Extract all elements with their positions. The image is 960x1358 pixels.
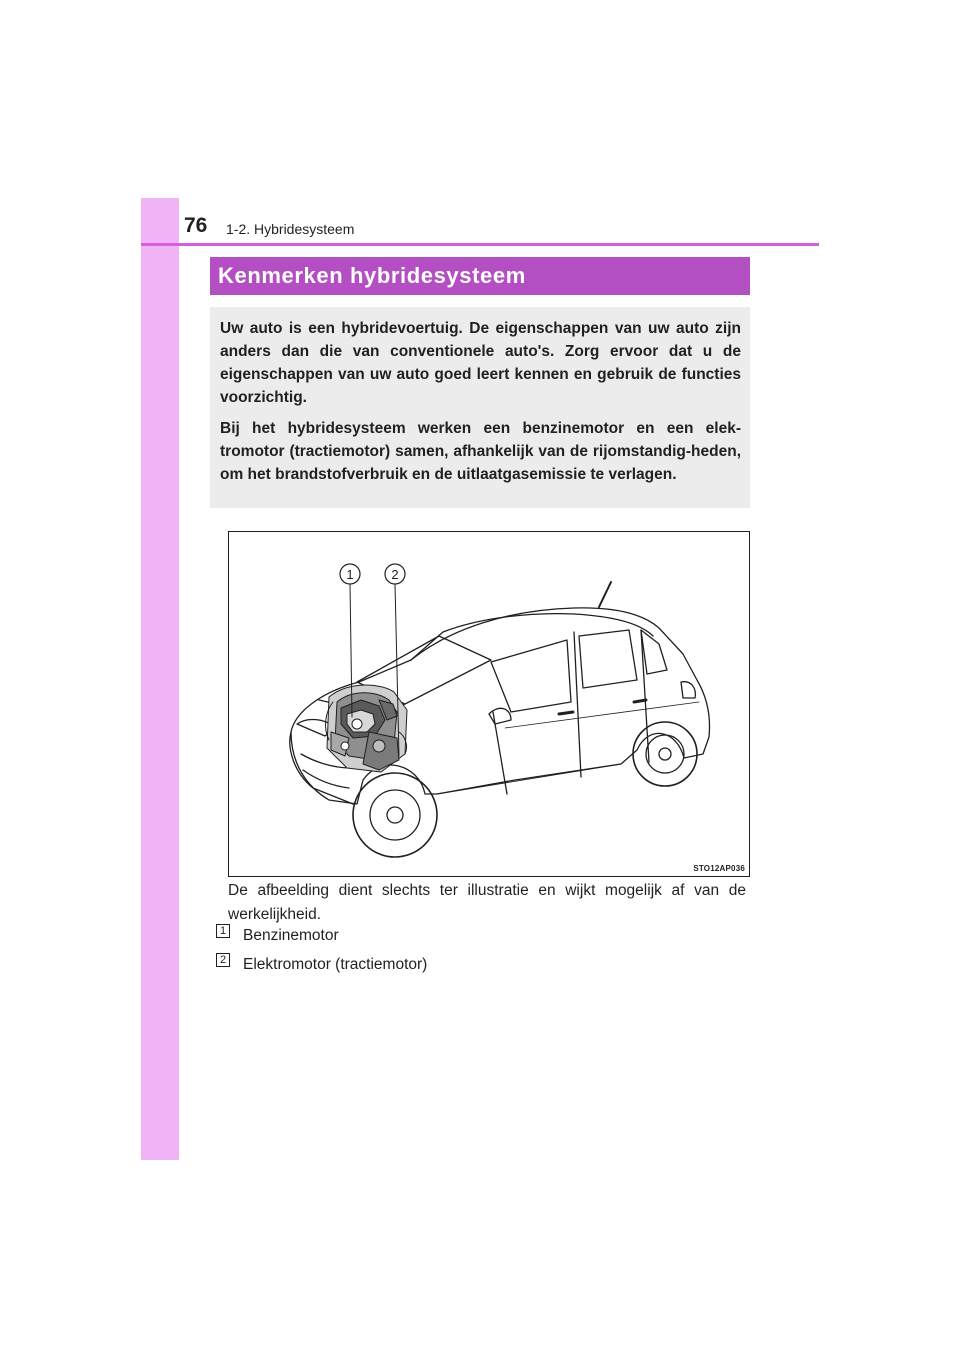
section-label: 1-2. Hybridesysteem: [226, 221, 355, 237]
callout-2: 2: [391, 567, 399, 582]
figure-caption: De afbeelding dient slechts ter illustratie en wijkt mogelijk af van de werkelijkheid.: [228, 882, 746, 923]
intro-paragraph: Bij het hybridesysteem werken een benzinemotor en een elek-tromotor (tractiemotor) samen, afhankelijk van de rijomstandig-heden, om het brandstofverbruik en de uitlaatgasemissie te verlagen.: [220, 420, 741, 483]
legend-number: 1: [216, 924, 230, 938]
intro-box: [210, 307, 750, 508]
callout-1: 1: [346, 567, 354, 582]
car-drawing: [229, 532, 750, 877]
header-rule: [141, 243, 819, 246]
section-title: Kenmerken hybridesysteem: [218, 263, 526, 288]
legend-label: Benzinemotor: [243, 927, 339, 944]
legend-number: 2: [216, 953, 230, 967]
intro-paragraph: Uw auto is een hybridevoertuig. De eigenschappen van uw auto zijn anders dan die van conventionele auto's. Zorg ervoor dat u de eigenschappen van uw auto goed leert kennen en gebruik de functies voorzichtig.: [220, 320, 741, 406]
section-title-bar: [210, 257, 750, 295]
legend-label: Elektromotor (tractiemotor): [243, 956, 428, 973]
page-number: 76: [184, 214, 208, 237]
car-illustration: [228, 531, 750, 877]
figure-code: STO12AP036: [693, 864, 745, 873]
legend-item: [216, 926, 339, 946]
page-side-tab: [141, 198, 179, 1160]
legend-item: [216, 955, 427, 975]
